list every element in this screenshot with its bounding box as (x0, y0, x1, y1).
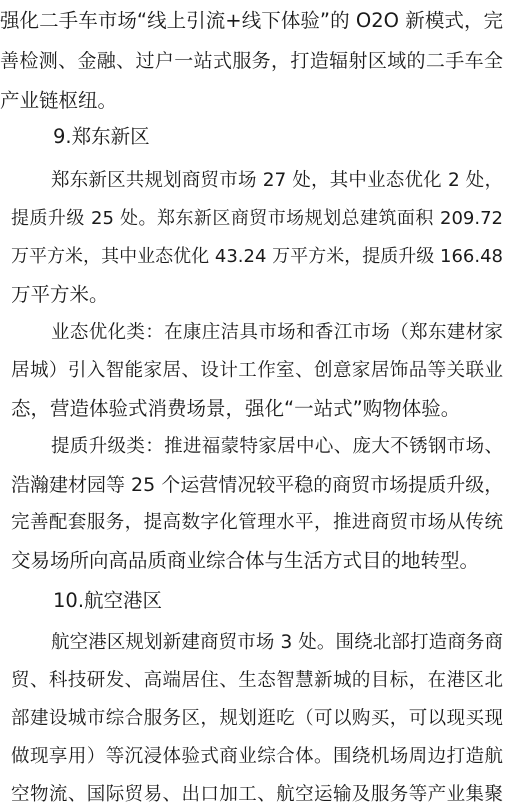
text-line: 完善配套服务，提高数字化管理水平，推进商贸市场从传统 (11, 512, 503, 533)
text-line: 业态优化类：在康庄洁具市场和香江市场（郑东建材家 (51, 322, 503, 343)
text-line: 万平方米，其中业态优化 43.24 万平方米，提质升级 166.48 (11, 246, 503, 267)
text-line: 态，营造体验式消费场景，强化“一站式”购物体验。 (11, 397, 461, 420)
text-line: 提质升级 25 处。郑东新区商贸市场规划总建筑面积 209.72 (11, 208, 503, 229)
text-line: 提质升级类：推进福蒙特家居中心、庞大不锈钢市场、 (51, 436, 503, 457)
text-line: 贸、科技研发、高端居住、生态智慧新城的目标，在港区北 (11, 670, 503, 691)
text-line: 航空港区规划新建商贸市场 3 处。围绕北部打造商务商 (51, 632, 503, 653)
text-line: 强化二手车市场“线上引流+线下体验”的 O2O 新模式，完 (0, 9, 503, 32)
text-line: 部建设城市综合服务区，规划逛吃（可以购买，可以现买现 (11, 708, 503, 729)
text-line: 产业链枢纽。 (0, 89, 118, 112)
text-line: 浩瀚建材园等 25 个运营情况较平稳的商贸市场提质升级， (11, 474, 504, 496)
text-line: 交易场所向高品质商业综合体与生活方式目的地转型。 (11, 549, 480, 572)
text-line: 郑东新区共规划商贸市场 27 处，其中业态优化 2 处， (51, 170, 503, 191)
text-line: 空物流、国际贸易、出口加工、航空运输及服务等产业集聚 (11, 784, 503, 805)
section-heading: 9.郑东新区 (53, 125, 150, 148)
text-line: 做现享用）等沉浸体验式商业综合体。围绕机场周边打造航 (11, 746, 503, 767)
text-line: 万平方米。 (11, 283, 109, 306)
text-line: 善检测、金融、过户一站式服务，打造辐射区域的二手车全 (0, 50, 503, 72)
section-heading: 10.航空港区 (53, 589, 163, 612)
text-line: 居城）引入智能家居、设计工作室、创意家居饰品等关联业 (11, 360, 503, 381)
